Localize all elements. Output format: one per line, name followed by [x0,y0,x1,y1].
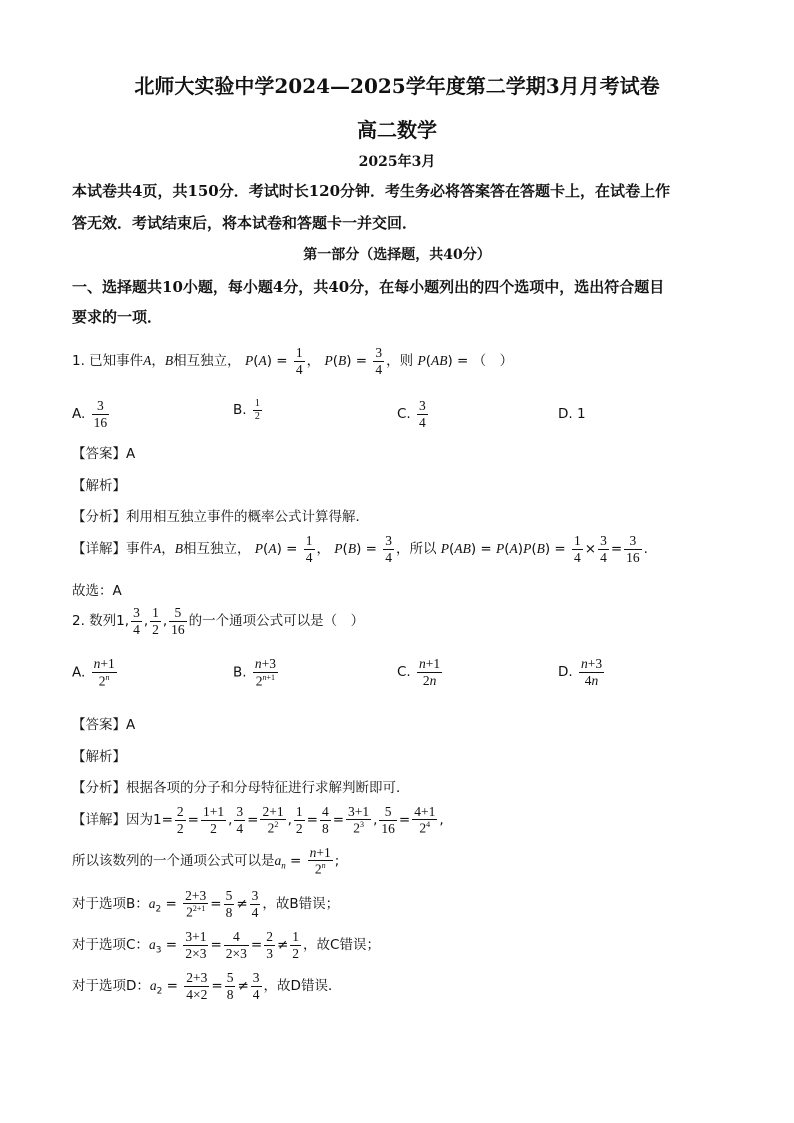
q2-answer: 【答案】A [72,717,136,733]
q2-detail: 【详解】因为1= $\frac{2}{2}$ = $\frac{1+1}{2}$ , $\frac{3}{4}$ = $\frac{2+1}{2^2}$ , $\frac{1}{2}$ = $\frac{4}{8}$ = $\frac{3+1}{2^3}$ , $\frac{5}{16}$ = $\frac{4+1}{2^4}$ , [72,803,444,836]
q2-option-d: D. $\frac{n+3}{4n}$ [558,656,603,688]
q2-option-c: C. $\frac{n+1}{2n}$ [397,656,441,688]
q1-option-a: A. $\frac{3}{16}$ [72,398,108,430]
q1-detail: 【详解】事件A，B相互独立， P(A) = $\frac{1}{4}$ ， P(B) = $\frac{3}{4}$ ，所以 P(AB) = P(A)P(B) = $\frac{1}{4}$ × $\frac{3}{4}$ = $\frac{3}{16}$ . [72,532,648,565]
q1-option-d: D. 1 [558,406,586,422]
instructions-line-2: 答无效．考试结束后，将本试卷和答题卡一并交回． [72,214,418,232]
q1-stem: 1. 已知事件A，B相互独立， P(A) = $\frac{1}{4}$ ， P(B) = $\frac{3}{4}$ ，则 P(AB) = （ ） [72,344,514,377]
exam-subject: 高二数学 [357,118,437,142]
q2-jiexi: 【解析】 [72,749,126,765]
q1-option-b: B. $\frac{1}{2}$ [233,398,260,422]
exam-date: 2025年3月 [358,154,436,170]
q2-option-a: A. $\frac{n+1}{2^n}$ [72,656,115,689]
q2-check-d: 对于选项D：$a_2$ = $\frac{2+3}{4\times 2}$ = $\frac{5}{8}$ ≠ $\frac{3}{4}$ ，故D错误． [72,969,342,1002]
q1-fenxi: 【分析】利用相互独立事件的概率公式计算得解． [72,509,369,525]
q2-stem: 2. 数列1, $\frac{3}{4}$ , $\frac{1}{2}$ , $\frac{5}{16}$ 的一个通项公式可以是（ ） [72,604,365,637]
q2-option-b: B. $\frac{n+3}{2^{n+1}}$ [233,656,276,689]
q2-check-b: 对于选项B：$a_2$ = $\frac{2+3}{2^{2+1}}$ = $\frac{5}{8}$ ≠ $\frac{3}{4}$ ，故B错误； [72,887,340,920]
q2-fenxi: 【分析】根据各项的分子和分母特征进行求解判断即可． [72,780,410,796]
q1-option-c: C. $\frac{3}{4}$ [397,398,426,430]
instructions-line-1: 本试卷共4页，共150分．考试时长120分钟．考生务必将答案答在答题卡上，在试卷上作 [72,182,671,200]
part1-heading: 第一部分（选择题，共40分） [303,247,491,263]
q1-jiexi: 【解析】 [72,478,126,494]
q2-formula: 所以该数列的一个通项公式可以是$a_n$ = $\frac{n+1}{2^n}$ ; [72,844,340,877]
q1-answer: 【答案】A [72,446,136,462]
q1-conclusion: 故选：A [72,583,122,599]
section-instructions-line-2: 要求的一项． [72,308,163,326]
exam-title: 北师大实验中学2024—2025学年度第二学期3月月考试卷 [134,74,660,98]
section-instructions-line-1: 一、选择题共10小题，每小题4分，共40分，在每小题列出的四个选项中，选出符合题目 [72,278,665,296]
q2-check-c: 对于选项C：$a_3$ = $\frac{3+1}{2\times 3}$ = $\frac{4}{2\times 3}$ = $\frac{2}{3}$ ≠ $\frac{1}{2}$ ，故C错误； [72,928,380,961]
